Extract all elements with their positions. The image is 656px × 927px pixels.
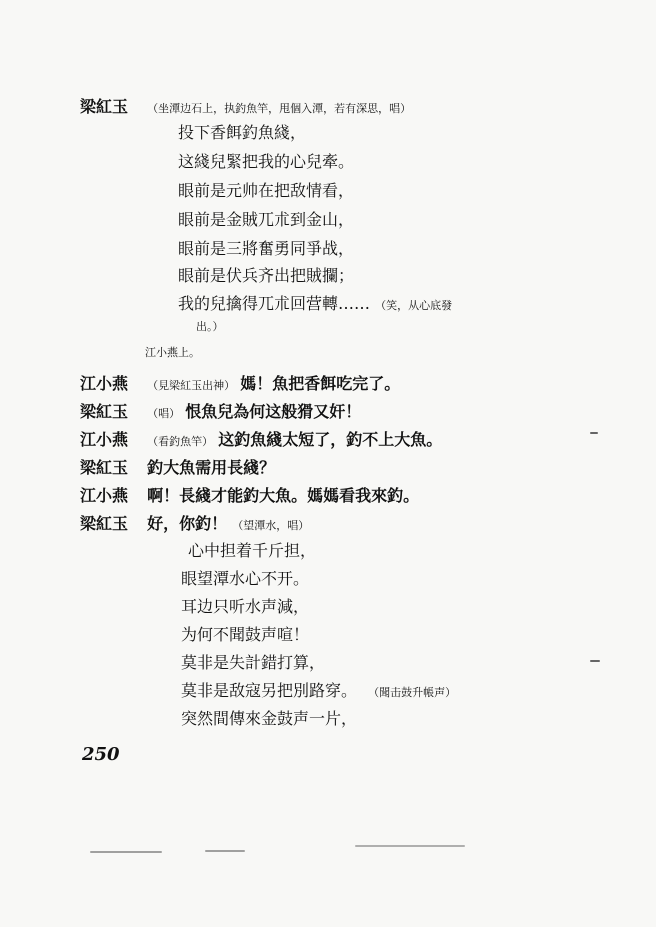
stage-direction-entrance: 江小燕上。	[145, 346, 200, 359]
speaker-name: 梁紅玉	[80, 402, 129, 421]
page-number: 250	[82, 744, 120, 765]
speaker-name: 江小燕	[80, 430, 129, 449]
scan-speck	[355, 845, 465, 847]
stage-direction: （看釣魚竿）	[147, 435, 214, 448]
dialogue: 恨魚兒為何这般猾又奸！	[185, 402, 362, 421]
dialogue: 啊！長綫才能釣大魚。媽媽看我來釣。	[147, 486, 420, 505]
dialogue: 釣大魚需用長綫？	[147, 458, 276, 477]
verse-line: 突然間傳來金鼓声一片，	[181, 709, 358, 728]
speaker-name: 梁紅玉	[80, 458, 129, 477]
speaker-name: 梁紅玉	[80, 97, 129, 116]
speaker-name: 梁紅玉	[80, 514, 129, 533]
dialogue: 好，你釣！	[147, 514, 228, 533]
dialogue: 这釣魚綫太短了，釣不上大魚。	[218, 430, 443, 449]
script-line-16	[80, 511, 309, 534]
verse-line: 眼前是三將奮勇同爭战，	[178, 239, 355, 258]
verse-line: 心中担着千斤担，	[188, 541, 317, 560]
stage-direction: （坐潭边石上，执釣魚竿，甩個入潭，若有深思，唱）	[147, 102, 412, 115]
script-line-8	[178, 291, 452, 314]
verse-line: 眼望潭水心不开。	[181, 569, 310, 588]
stage-direction: （見梁紅玉出神）	[147, 379, 236, 392]
dialogue: 媽！魚把香餌吃完了。	[240, 374, 401, 393]
verse-line: 这綫兒緊把我的心兒牽。	[178, 152, 355, 171]
verse-line: 莫非是敌寇另把別路穿。	[181, 681, 358, 700]
script-line-14	[80, 455, 275, 478]
verse-line: 眼前是伏兵齐出把賊攔；	[178, 266, 355, 285]
stage-direction: （笑，从心底發	[375, 299, 453, 312]
script-line-13	[80, 427, 442, 450]
stage-direction: （聞击鼓升帳声）	[368, 686, 457, 699]
verse-line: 眼前是金賊兀朮到金山，	[178, 210, 355, 229]
speaker-name: 江小燕	[80, 486, 129, 505]
stage-direction: （唱）	[147, 407, 181, 420]
stage-direction: 出。）	[196, 320, 224, 333]
verse-line: 为何不聞鼓声喧！	[181, 625, 310, 644]
script-line-22	[181, 678, 456, 701]
scan-speck	[205, 850, 245, 852]
script-line-1	[80, 94, 411, 117]
speaker-name: 江小燕	[80, 374, 129, 393]
verse-line: 莫非是失計錯打算，	[181, 653, 326, 672]
script-line-15	[80, 483, 419, 506]
scan-speck	[590, 660, 600, 662]
script-line-12	[80, 399, 361, 422]
verse-line: 我的兒擒得兀朮回营轉……	[178, 294, 371, 313]
script-line-11	[80, 371, 400, 394]
verse-line: 耳边只听水声減，	[181, 597, 310, 616]
stage-direction: （望潭水，唱）	[232, 519, 310, 532]
verse-line: 眼前是元帅在把敌情看，	[178, 181, 355, 200]
verse-line: 投下香餌釣魚綫，	[178, 123, 307, 142]
scan-speck	[90, 851, 162, 853]
scan-speck	[590, 432, 598, 434]
